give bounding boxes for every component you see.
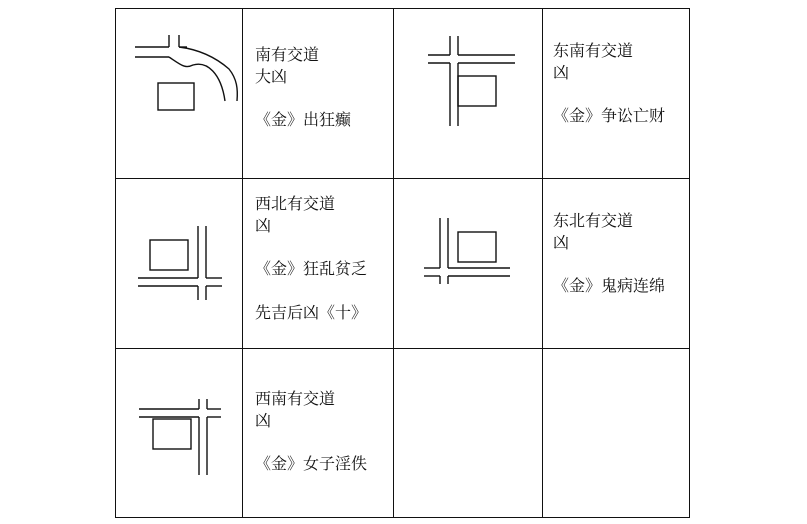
road-diagram-south [125,25,240,135]
cell-verdict: 凶 [255,215,272,235]
cell-northeast [553,210,665,297]
cell-verdict: 大凶 [255,66,288,86]
cell-note: 《金》出狂癫 [255,110,352,130]
row-divider [116,348,689,349]
column-divider [242,9,243,517]
road-diagram-southwest [135,395,230,480]
cell-note: 《金》狂乱贫乏 [255,259,368,279]
cell-title: 南有交道 [255,45,320,64]
cell-southeast [553,40,665,127]
road-diagram-northwest [130,220,230,310]
cell-title: 东北有交道 [553,211,634,230]
cell-note: 《金》鬼病连绵 [553,276,666,296]
column-divider [393,9,394,517]
road-diagram-northeast [420,212,520,292]
cell-verdict: 凶 [553,232,570,252]
cell-note: 《金》女子淫佚 [255,454,368,474]
cell-southwest [255,388,367,475]
cell-south [255,44,351,131]
cell-title: 西北有交道 [255,194,336,213]
cell-title: 西南有交道 [255,389,336,408]
cell-note: 《金》争讼亡财 [553,106,666,126]
cell-extra: 先吉后凶《十》 [255,302,368,322]
cell-title: 东南有交道 [553,41,634,60]
cell-verdict: 凶 [255,410,272,430]
column-divider [542,9,543,517]
cell-northwest [255,193,367,323]
row-divider [116,178,689,179]
road-diagram-southeast [420,30,530,135]
cell-verdict: 凶 [553,62,570,82]
